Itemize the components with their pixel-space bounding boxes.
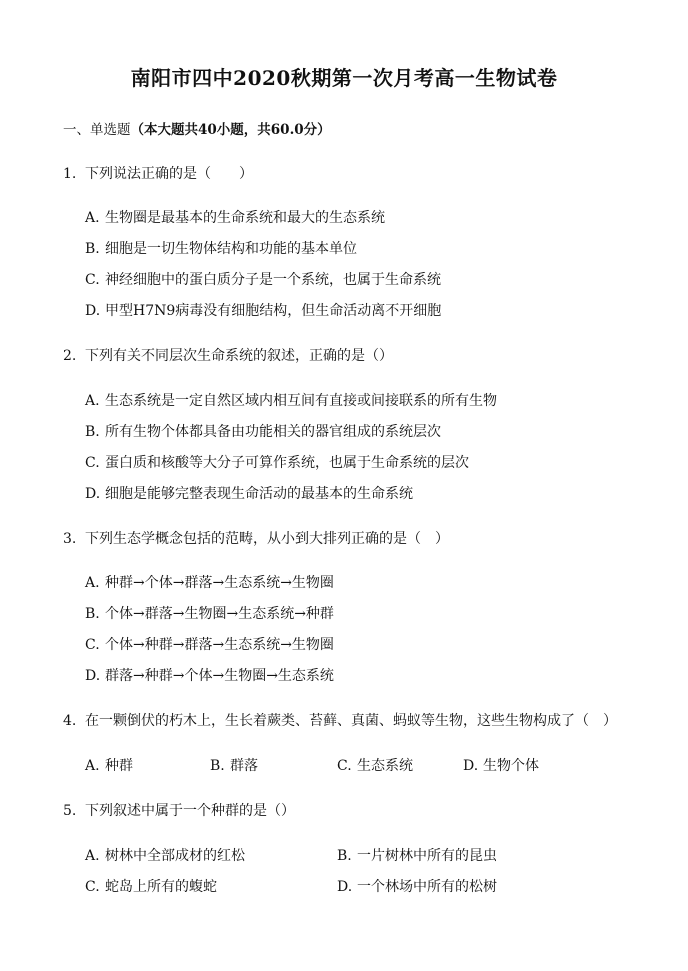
option-text: 群落	[230, 758, 258, 774]
question-5-option-c	[85, 876, 217, 896]
question-text: 下列叙述中属于一个种群的是（）	[85, 803, 295, 819]
question-2-option-c	[85, 452, 469, 472]
option-text: 个体→群落→生物圈→生态系统→种群	[105, 606, 334, 622]
option-letter: C.	[85, 879, 100, 895]
question-4-option-b	[210, 755, 258, 775]
option-letter: A.	[85, 758, 100, 774]
section-meta: （本大题共40小题，共60.0分）	[130, 122, 331, 138]
question-1-option-b	[85, 238, 357, 258]
option-letter: D.	[463, 758, 479, 774]
option-letter: A.	[85, 393, 100, 409]
option-text: 蛇岛上所有的蝮蛇	[105, 879, 217, 895]
option-text: 种群	[105, 758, 133, 774]
section-heading	[63, 118, 331, 138]
option-text: 种群→个体→群落→生态系统→生物圈	[105, 575, 334, 591]
question-4-stem	[63, 710, 617, 730]
option-text: 生态系统	[357, 758, 413, 774]
question-3-stem	[63, 528, 449, 548]
option-text: 细胞是能够完整表现生命活动的最基本的生命系统	[105, 486, 413, 502]
option-text: 个体→种群→群落→生态系统→生物圈	[105, 637, 334, 653]
question-2-option-a	[85, 390, 497, 410]
question-text: 在一颗倒伏的朽木上，生长着蕨类、苔藓、真菌、蚂蚁等生物，这些生物构成了（ ）	[85, 713, 617, 729]
question-5-option-b	[337, 845, 497, 865]
question-1-option-a	[85, 207, 385, 227]
question-2-option-b	[85, 421, 441, 441]
option-letter: C.	[85, 455, 100, 471]
question-5-option-d	[337, 876, 497, 896]
question-number: 1.	[63, 166, 77, 182]
option-text: 神经细胞中的蛋白质分子是一个系统，也属于生命系统	[105, 272, 441, 288]
option-letter: D.	[337, 879, 353, 895]
option-text: 所有生物个体都具备由功能相关的器官组成的系统层次	[105, 424, 441, 440]
question-1-option-c	[85, 269, 441, 289]
option-letter: B.	[337, 848, 352, 864]
question-text: 下列生态学概念包括的范畴，从小到大排列正确的是（ ）	[85, 531, 449, 547]
option-text: 蛋白质和核酸等大分子可算作系统，也属于生命系统的层次	[105, 455, 469, 471]
option-letter: B.	[85, 424, 100, 440]
exam-title: 南阳市四中2020秋期第一次月考高一生物试卷	[130, 66, 558, 90]
option-letter: B.	[85, 241, 100, 257]
question-1-option-d	[85, 300, 441, 320]
question-3-option-d	[85, 665, 334, 685]
option-letter: D.	[85, 303, 101, 319]
option-text: 生物个体	[483, 758, 539, 774]
option-letter: D.	[85, 668, 101, 684]
option-letter: C.	[337, 758, 352, 774]
option-text: 生态系统是一定自然区域内相互间有直接或间接联系的所有生物	[105, 393, 497, 409]
question-2-option-d	[85, 483, 413, 503]
question-number: 3.	[63, 531, 77, 547]
question-1-stem	[63, 163, 253, 183]
option-letter: C.	[85, 637, 100, 653]
question-4-option-a	[85, 755, 133, 775]
option-letter: B.	[85, 606, 100, 622]
option-letter: A.	[85, 210, 100, 226]
option-letter: A.	[85, 575, 100, 591]
option-letter: D.	[85, 486, 101, 502]
question-text: 下列有关不同层次生命系统的叙述，正确的是（）	[85, 348, 393, 364]
question-5-stem	[63, 800, 295, 820]
section-number: 一、	[63, 122, 90, 138]
section-type: 单选题	[90, 122, 131, 138]
option-text: 甲型H7N9病毒没有细胞结构，但生命活动离不开细胞	[105, 303, 442, 319]
question-2-stem	[63, 345, 393, 365]
question-3-option-c	[85, 634, 334, 654]
question-text: 下列说法正确的是（ ）	[85, 166, 253, 182]
option-text: 一片树林中所有的昆虫	[357, 848, 497, 864]
option-text: 树林中全部成材的红松	[105, 848, 245, 864]
question-3-option-a	[85, 572, 334, 592]
question-4-option-c	[337, 755, 413, 775]
option-text: 一个林场中所有的松树	[357, 879, 497, 895]
option-letter: A.	[85, 848, 100, 864]
option-text: 生物圈是最基本的生命系统和最大的生态系统	[105, 210, 385, 226]
option-text: 群落→种群→个体→生物圈→生态系统	[105, 668, 334, 684]
question-3-option-b	[85, 603, 334, 623]
question-number: 2.	[63, 348, 77, 364]
option-letter: C.	[85, 272, 100, 288]
question-5-option-a	[85, 845, 245, 865]
question-4-option-d	[463, 755, 539, 775]
option-letter: B.	[210, 758, 225, 774]
question-number: 5.	[63, 803, 77, 819]
option-text: 细胞是一切生物体结构和功能的基本单位	[105, 241, 357, 257]
question-number: 4.	[63, 713, 77, 729]
